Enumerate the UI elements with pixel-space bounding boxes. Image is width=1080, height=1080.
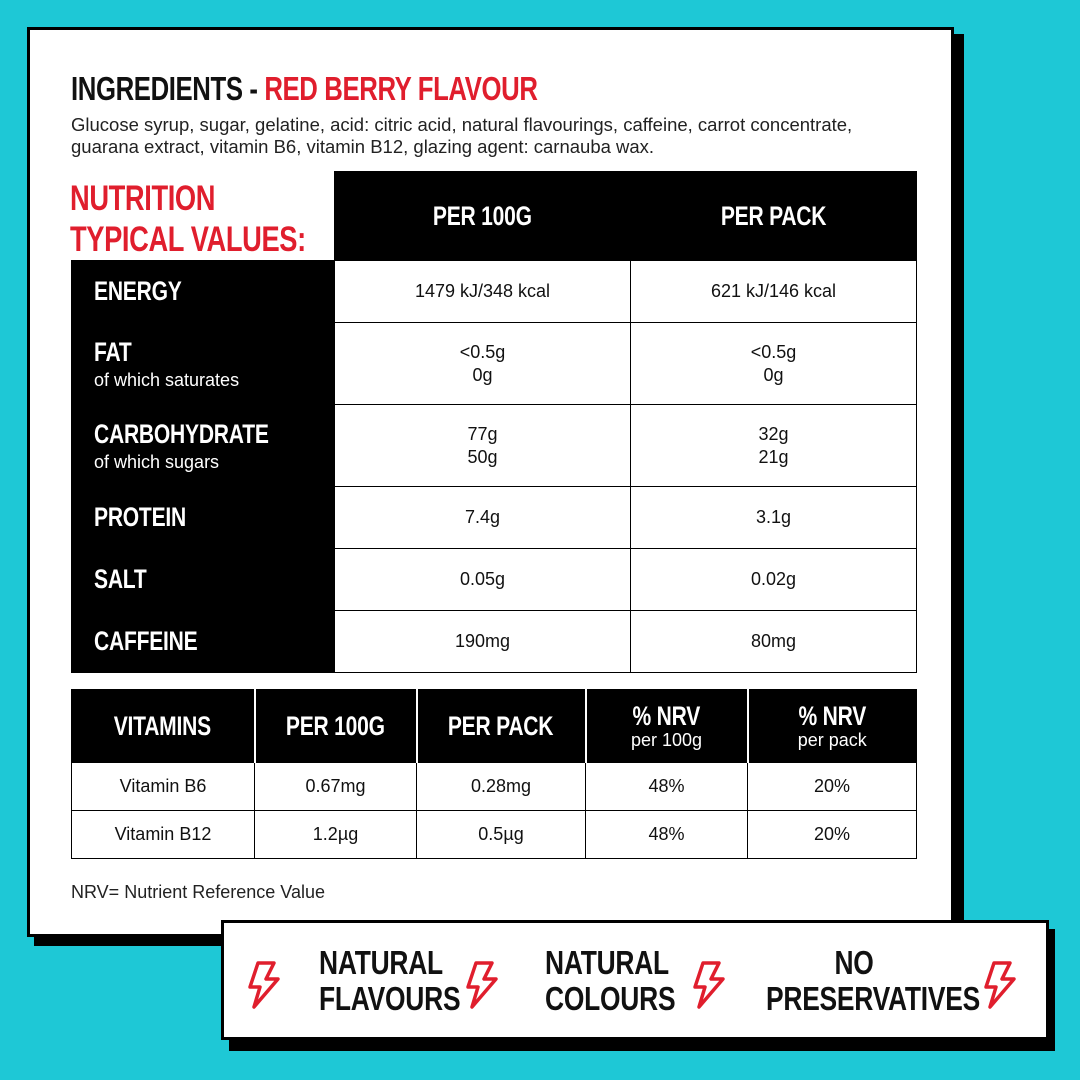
vitamin-nrv-per-pack: 20%	[748, 811, 917, 859]
header-vitamins: VITAMINS	[72, 690, 255, 763]
claims-banner	[221, 920, 1049, 1040]
table-row	[72, 763, 917, 811]
nutrition-label-line1: NUTRITION	[70, 179, 216, 218]
nutrition-table	[71, 171, 917, 673]
fat-per-100g: <0.5g 0g	[335, 323, 631, 405]
claim-natural-colours: NATURAL COLOURS	[545, 944, 676, 1017]
carbohydrate-per-100g: 77g 50g	[335, 405, 631, 487]
row-label-energy: ENERGY	[72, 261, 335, 323]
protein-per-100g: 7.4g	[335, 487, 631, 549]
row-label-carbohydrate: CARBOHYDRATE of which sugars	[72, 405, 335, 487]
blank-cell	[72, 172, 335, 261]
vitamin-per-pack: 0.28mg	[417, 763, 586, 811]
protein-per-pack: 3.1g	[631, 487, 917, 549]
title-prefix: INGREDIENTS -	[71, 70, 265, 107]
energy-per-pack: 621 kJ/146 kcal	[631, 261, 917, 323]
claim-no-preservatives: NO PRESERVATIVES	[766, 944, 981, 1017]
table-row	[72, 261, 917, 323]
fat-per-pack: <0.5g 0g	[631, 323, 917, 405]
caffeine-per-pack: 80mg	[631, 611, 917, 673]
energy-per-100g: 1479 kJ/348 kcal	[335, 261, 631, 323]
row-label-fat: FAT of which saturates	[72, 323, 335, 405]
vitamin-name: Vitamin B6	[72, 763, 255, 811]
vitamin-per-100g: 1.2µg	[255, 811, 417, 859]
table-row	[72, 811, 917, 859]
ingredients-text: Glucose syrup, sugar, gelatine, acid: citric acid, natural flavourings, caffeine, carrot concentrate, guarana extract, vitamin B6, vitamin B12, glazing agent: carnauba wax.	[71, 114, 853, 157]
header-per-100g: PER 100G	[335, 172, 631, 261]
lightning-bolt-icon	[689, 961, 729, 1009]
header-nrv-per-pack: % NRV per pack	[748, 690, 917, 763]
header-per-pack: PER PACK	[631, 172, 917, 261]
row-label-salt: SALT	[72, 549, 335, 611]
table-row	[72, 549, 917, 611]
vitamin-per-pack: 0.5µg	[417, 811, 586, 859]
vitamin-per-100g: 0.67mg	[255, 763, 417, 811]
row-label-caffeine: CAFFEINE	[72, 611, 335, 673]
lightning-bolt-icon	[462, 961, 502, 1009]
header-nrv-per-100g: % NRV per 100g	[586, 690, 748, 763]
ingredients-title	[71, 70, 538, 108]
nutrition-label-line2: TYPICAL VALUES:	[70, 220, 306, 259]
vitamin-nrv-per-100g: 48%	[586, 763, 748, 811]
info-card	[27, 27, 954, 937]
claim-natural-flavours: NATURAL FLAVOURS	[319, 944, 461, 1017]
table-row	[72, 487, 917, 549]
table-row	[72, 405, 917, 487]
salt-per-100g: 0.05g	[335, 549, 631, 611]
carbohydrate-per-pack: 32g 21g	[631, 405, 917, 487]
row-label-protein: PROTEIN	[72, 487, 335, 549]
header-per-pack: PER PACK	[417, 690, 586, 763]
vitamin-nrv-per-100g: 48%	[586, 811, 748, 859]
header-per-100g: PER 100G	[255, 690, 417, 763]
table-row	[72, 323, 917, 405]
table-row	[72, 611, 917, 673]
vitamin-name: Vitamin B12	[72, 811, 255, 859]
caffeine-per-100g: 190mg	[335, 611, 631, 673]
lightning-bolt-icon	[980, 961, 1020, 1009]
nrv-footnote: NRV= Nutrient Reference Value	[71, 882, 325, 902]
vitamins-table	[71, 689, 917, 859]
lightning-bolt-icon	[244, 961, 284, 1009]
salt-per-pack: 0.02g	[631, 549, 917, 611]
vitamin-nrv-per-pack: 20%	[748, 763, 917, 811]
title-flavour: RED BERRY FLAVOUR	[264, 70, 538, 107]
